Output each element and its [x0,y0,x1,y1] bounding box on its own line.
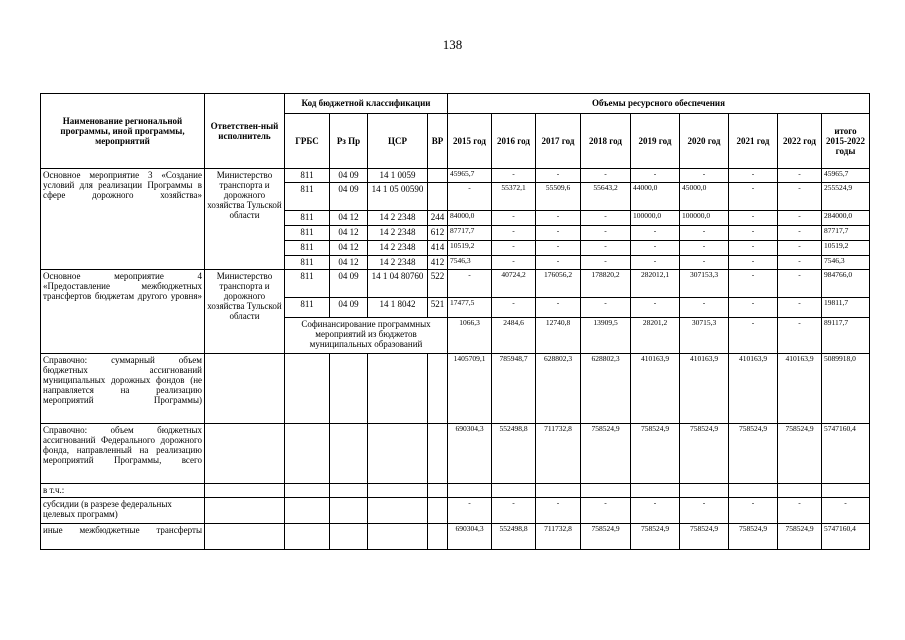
total-cell: 5747160,4 [822,424,870,484]
year-header: 2017 год [536,114,581,169]
empty-cell [205,424,285,484]
value-cell: 45000,0 [680,183,729,211]
value-cell: 410163,9 [680,354,729,424]
empty-cell [285,524,330,550]
vr-cell: 412 [428,256,448,270]
value-cell: - [492,256,536,270]
value-cell: 758524,9 [729,524,778,550]
rzpr-cell: 04 12 [330,226,368,241]
value-cell: 1066,3 [448,318,492,354]
value-cell: - [778,298,822,318]
empty-cell [428,524,448,550]
vr-cell: 414 [428,241,448,256]
empty-cell [368,424,428,484]
value-cell: - [778,226,822,241]
value-cell: 690304,3 [448,424,492,484]
value-cell: 758524,9 [778,424,822,484]
cofinancing-label: Софинансирование программных мероприятий из бюджетов муниципальных образований [285,318,448,354]
empty-cell [330,354,368,424]
value-cell: - [680,298,729,318]
value-cell: - [536,298,581,318]
sub-vr-header: ВР [428,114,448,169]
table-row [41,484,870,498]
value-cell: 711732,8 [536,524,581,550]
value-cell: 87717,7 [448,226,492,241]
value-cell: - [729,318,778,354]
csr-cell: 14 2 2348 [368,211,428,226]
empty-cell [205,524,285,550]
year-header: 2016 год [492,114,536,169]
empty-cell [330,424,368,484]
value-cell: - [778,241,822,256]
value-cell: - [729,169,778,183]
value-cell: - [631,226,680,241]
value-cell: 711732,8 [536,424,581,484]
value-cell: 628802,3 [536,354,581,424]
value-cell: - [631,256,680,270]
value-cell: 2484,6 [492,318,536,354]
grbs-cell: 811 [285,298,330,318]
empty-cell [368,484,428,498]
value-cell: - [448,270,492,298]
total-cell: - [822,498,870,524]
value-cell: 45965,7 [448,169,492,183]
value-cell: - [581,256,631,270]
table-row [41,354,870,424]
total-cell: 255524,9 [822,183,870,211]
empty-cell [285,498,330,524]
sub-grbs-header: ГРБС [285,114,330,169]
grbs-cell: 811 [285,270,330,298]
value-cell: 410163,9 [778,354,822,424]
value-cell: 410163,9 [729,354,778,424]
value-cell: - [729,211,778,226]
year-header: 2015 год [448,114,492,169]
value-cell: 176056,2 [536,270,581,298]
total-cell: 284000,0 [822,211,870,226]
value-cell: 7546,3 [448,256,492,270]
value-cell: - [492,211,536,226]
table-row [41,169,870,183]
year-header: 2019 год [631,114,680,169]
value-cell: - [778,498,822,524]
csr-cell: 14 2 2348 [368,256,428,270]
value-cell: 690304,3 [448,524,492,550]
value-cell: 55509,6 [536,183,581,211]
value-cell: 55372,1 [492,183,536,211]
table-row [41,270,870,298]
value-cell: 100000,0 [631,211,680,226]
value-cell: - [778,270,822,298]
empty-cell [729,484,778,498]
empty-cell [368,354,428,424]
value-cell: 552498,8 [492,524,536,550]
value-cell: - [729,256,778,270]
value-cell: 100000,0 [680,211,729,226]
value-cell: - [581,226,631,241]
value-cell: - [536,169,581,183]
rzpr-cell: 04 12 [330,211,368,226]
empty-cell [330,524,368,550]
empty-cell [536,484,581,498]
event4-name: Основное мероприятие 4 «Предоставление межбюджетных трансфертов бюджетам другого уровня» [41,270,205,354]
year-header: 2021 год [729,114,778,169]
value-cell: - [729,226,778,241]
value-cell: 758524,9 [729,424,778,484]
value-cell: - [680,241,729,256]
page-number: 138 [442,37,463,52]
total-cell: 19811,7 [822,298,870,318]
empty-cell [285,484,330,498]
grbs-cell: 811 [285,241,330,256]
year-header: 2020 год [680,114,729,169]
col-budget-code-header: Код бюджетной классификации [285,94,448,114]
value-cell: - [729,298,778,318]
rzpr-cell: 04 12 [330,256,368,270]
value-cell: - [448,498,492,524]
value-cell: 44000,0 [631,183,680,211]
value-cell: - [778,318,822,354]
value-cell: 758524,9 [631,524,680,550]
value-cell: 17477,5 [448,298,492,318]
value-cell: - [581,211,631,226]
value-cell: - [631,298,680,318]
empty-cell [205,354,285,424]
reference-federal-fund: Справочно: объем бюджетных ассигнований Федерального дорожного фонда, направленный на реализацию мероприятий Программы, всего [41,424,205,484]
value-cell: 28201,2 [631,318,680,354]
value-cell: 758524,9 [778,524,822,550]
value-cell: - [581,298,631,318]
value-cell: 307153,3 [680,270,729,298]
empty-cell [285,354,330,424]
col-resources-header: Объемы ресурсного обеспечения [448,94,870,114]
value-cell: - [492,298,536,318]
empty-cell [205,484,285,498]
value-cell: 758524,9 [581,424,631,484]
value-cell: - [536,226,581,241]
value-cell: - [631,169,680,183]
col-executor-header: Ответствен-ный исполнитель [205,94,285,169]
value-cell: - [680,256,729,270]
value-cell: 84000,0 [448,211,492,226]
value-cell: - [536,211,581,226]
rzpr-cell: 04 09 [330,298,368,318]
event3-executor: Министерство транспорта и дорожного хозяйства Тульской области [205,169,285,270]
empty-cell [428,498,448,524]
empty-cell [680,484,729,498]
value-cell: 758524,9 [581,524,631,550]
value-cell: - [631,498,680,524]
value-cell: 40724,2 [492,270,536,298]
empty-cell [822,484,870,498]
total-cell: 7546,3 [822,256,870,270]
value-cell: - [778,169,822,183]
total-header: итого 2015-2022 годы [822,114,870,169]
reference-municipal-funds: Справочно: суммарный объем бюджетных ассигнований муниципальных дорожных фондов (не направляется на реализацию мероприятий Программы) [41,354,205,424]
value-cell: - [492,241,536,256]
sub-rzpr-header: Рз Пр [330,114,368,169]
value-cell: 758524,9 [680,424,729,484]
empty-cell [205,498,285,524]
value-cell: - [536,256,581,270]
empty-cell [330,484,368,498]
event4-executor: Министерство транспорта и дорожного хозяйства Тульской области [205,270,285,354]
value-cell: - [680,169,729,183]
total-cell: 5747160,4 [822,524,870,550]
csr-cell: 14 1 8042 [368,298,428,318]
vr-cell: 522 [428,270,448,298]
empty-cell [368,524,428,550]
total-cell: 87717,7 [822,226,870,241]
table-row [41,498,870,524]
grbs-cell: 811 [285,226,330,241]
value-cell: 13909,5 [581,318,631,354]
value-cell: 55643,2 [581,183,631,211]
value-cell: 410163,9 [631,354,680,424]
value-cell: - [778,256,822,270]
value-cell: - [631,241,680,256]
value-cell: 178820,2 [581,270,631,298]
value-cell: 282012,1 [631,270,680,298]
resource-table [40,93,870,550]
empty-cell [428,354,448,424]
sub-csr-header: ЦСР [368,114,428,169]
empty-cell [581,484,631,498]
value-cell: - [680,226,729,241]
table-header [41,94,870,169]
grbs-cell: 811 [285,256,330,270]
event3-name: Основное мероприятие 3 «Создание условий для реализации Программы в сфере дорожного хозяйства» [41,169,205,270]
value-cell: - [536,498,581,524]
empty-cell [492,484,536,498]
value-cell: - [492,226,536,241]
csr-cell: 14 2 2348 [368,226,428,241]
value-cell: - [581,241,631,256]
value-cell: 758524,9 [631,424,680,484]
grbs-cell: 811 [285,211,330,226]
rzpr-cell: 04 09 [330,270,368,298]
value-cell: - [536,241,581,256]
table-row [41,524,870,550]
empty-cell [448,484,492,498]
total-cell: 984766,0 [822,270,870,298]
rzpr-cell: 04 09 [330,183,368,211]
value-cell: - [729,270,778,298]
value-cell: - [729,241,778,256]
value-cell: - [778,211,822,226]
vr-cell: 244 [428,211,448,226]
value-cell: - [581,498,631,524]
value-cell: 12740,8 [536,318,581,354]
csr-cell: 14 1 04 80760 [368,270,428,298]
total-cell: 5089918,0 [822,354,870,424]
empty-cell [330,498,368,524]
vr-cell [428,169,448,183]
value-cell: - [448,183,492,211]
rzpr-cell: 04 09 [330,169,368,183]
empty-cell [778,484,822,498]
empty-cell [285,424,330,484]
value-cell: 30715,3 [680,318,729,354]
table-row [41,424,870,484]
value-cell: - [492,169,536,183]
csr-cell: 14 1 05 00590 [368,183,428,211]
value-cell: 552498,8 [492,424,536,484]
grbs-cell: 811 [285,169,330,183]
csr-cell: 14 1 0059 [368,169,428,183]
other-transfers-label: иные межбюджетные трансферты [41,524,205,550]
value-cell: 758524,9 [680,524,729,550]
value-cell: - [492,498,536,524]
total-cell: 89117,7 [822,318,870,354]
value-cell: 628802,3 [581,354,631,424]
total-cell: 10519,2 [822,241,870,256]
empty-cell [428,424,448,484]
value-cell: - [729,183,778,211]
empty-cell [631,484,680,498]
including-label: в т.ч.: [41,484,205,498]
vr-cell: 612 [428,226,448,241]
value-cell: - [680,498,729,524]
grbs-cell: 811 [285,183,330,211]
vr-cell: 521 [428,298,448,318]
year-header: 2022 год [778,114,822,169]
value-cell: 785948,7 [492,354,536,424]
total-cell: 45965,7 [822,169,870,183]
csr-cell: 14 2 2348 [368,241,428,256]
value-cell: 10519,2 [448,241,492,256]
year-header: 2018 год [581,114,631,169]
value-cell: 1405709,1 [448,354,492,424]
empty-cell [428,484,448,498]
value-cell: - [778,183,822,211]
value-cell: - [729,498,778,524]
empty-cell [368,498,428,524]
rzpr-cell: 04 12 [330,241,368,256]
col-program-header: Наименование региональной программы, иной программы, мероприятий [41,94,205,169]
value-cell: - [581,169,631,183]
subsidies-label: субсидии (в разрезе федеральных целевых программ) [41,498,205,524]
vr-cell [428,183,448,211]
